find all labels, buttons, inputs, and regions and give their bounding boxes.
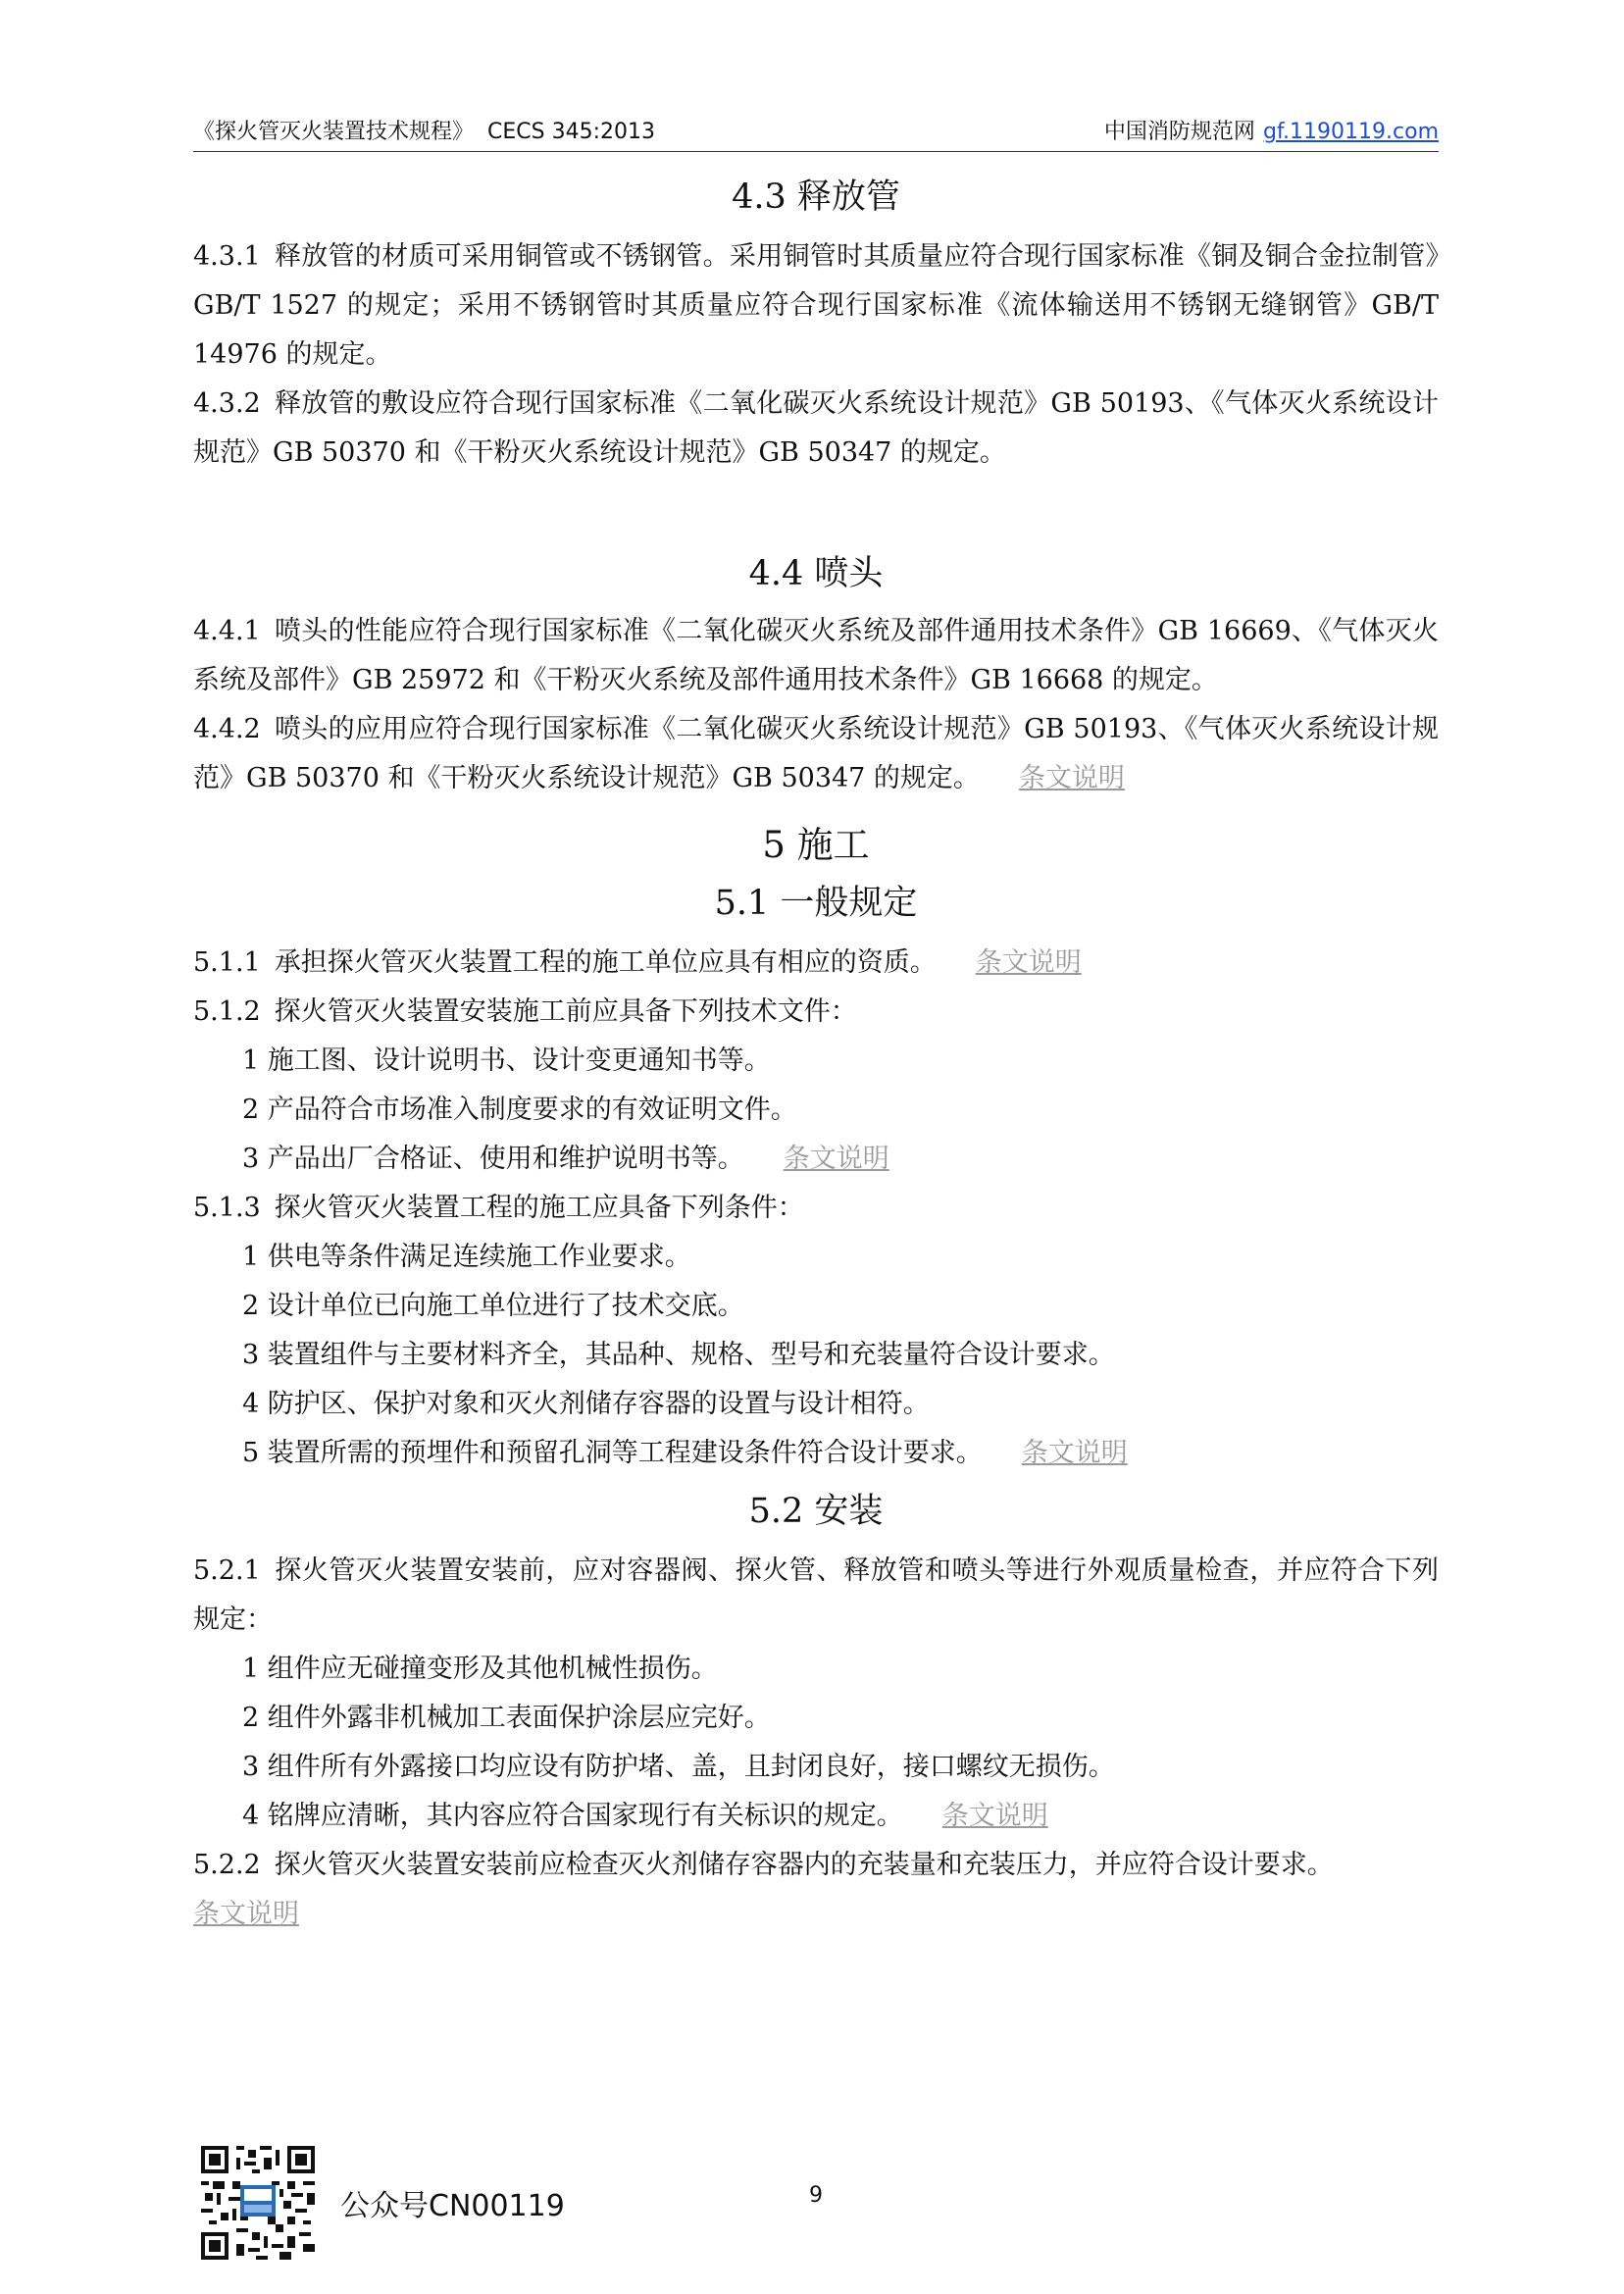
explanation-link[interactable]: 条文说明 — [975, 947, 1082, 978]
header-site-link[interactable]: gf.1190119.com — [1262, 120, 1439, 144]
list-item: 3 组件所有外露接口均应设有防护堵、盖，且封闭良好，接口螺纹无损伤。 — [242, 1752, 1115, 1782]
clause-number: 5.2.2 — [193, 1850, 261, 1880]
list-item — [193, 1792, 1439, 1841]
list-item: 1 施工图、设计说明书、设计变更通知书等。 — [242, 1045, 771, 1076]
header-site-name: 中国消防规范网 — [1103, 120, 1255, 144]
header-site-info — [1104, 115, 1439, 145]
list-item-text: 3 产品出厂合格证、使用和维护说明书等。 — [242, 1144, 744, 1174]
clause-5-2-1 — [193, 1547, 1439, 1645]
chapter-5-title: 5 施工 — [762, 824, 870, 866]
clause-number: 4.4.1 — [193, 616, 261, 646]
clause-text: 探火管灭火装置安装前应检查灭火剂储存容器内的充装量和充装压力，并应符合设计要求。 — [274, 1850, 1334, 1880]
page-number: 9 — [809, 2183, 823, 2208]
clause-text: 喷头的性能应符合现行国家标准《二氧化碳灭火系统及部件通用技术条件》GB 16669、《气体灭火系统及部件》GB 25972 和《干粉灭火系统及部件通用技术条件》GB 16668 的规定。 — [193, 616, 1439, 695]
clause-number: 4.4.2 — [193, 714, 261, 744]
page-footer — [193, 2144, 1439, 2262]
section-5-1-title: 5.1 一般规定 — [714, 884, 918, 923]
clause-number: 4.3.2 — [193, 388, 261, 419]
clause-text: 喷头的应用应符合现行国家标准《二氧化碳灭火系统设计规范》GB 50193、《气体灭火系统设计规范》GB 50370 和《干粉灭火系统设计规范》GB 50347 的规定。 — [193, 714, 1439, 793]
explanation-link[interactable]: 条文说明 — [783, 1144, 889, 1174]
clause-number: 5.2.1 — [193, 1555, 261, 1586]
explanation-link[interactable]: 条文说明 — [941, 1801, 1048, 1831]
list-item — [193, 1429, 1439, 1478]
section-4-4-title: 4.4 喷头 — [748, 554, 884, 593]
list-item: 1 组件应无碰撞变形及其他机械性损伤。 — [242, 1654, 718, 1684]
list-item: 3 装置组件与主要材料齐全，其品种、规格、型号和充装量符合设计要求。 — [242, 1340, 1115, 1370]
clause-text: 承担探火管灭火装置工程的施工单位应具有相应的资质。 — [274, 947, 937, 978]
clause-text: 释放管的材质可采用铜管或不锈钢管。采用铜管时其质量应符合现行国家标准《铜及铜合金拉制管》GB/T 1527 的规定；采用不锈钢管时其质量应符合现行国家标准《流体输送用不锈钢无缝钢管》GB/T 14976 的规定。 — [193, 241, 1439, 370]
list-item-text: 4 铭牌应清晰，其内容应符合国家现行有关标识的规定。 — [242, 1801, 903, 1831]
list-item-text: 5 装置所需的预埋件和预留孔洞等工程建设条件符合设计要求。 — [242, 1438, 983, 1468]
clause-number: 4.3.1 — [193, 241, 261, 272]
clause-5-1-3 — [193, 1184, 1439, 1233]
header-doc-code: CECS 345:2013 — [487, 120, 655, 144]
explanation-link[interactable]: 条文说明 — [1018, 763, 1125, 793]
clause-text: 探火管灭火装置安装前，应对容器阀、探火管、释放管和喷头等进行外观质量检查，并应符合下列规定： — [193, 1555, 1439, 1635]
clause-5-2-2-explanation — [193, 1890, 1439, 1939]
clause-5-2-2 — [193, 1841, 1439, 1890]
clause-4-3-1 — [193, 232, 1439, 380]
wechat-account: 公众号CN00119 — [340, 2189, 565, 2223]
header-doc-title: 《探火管灭火装置技术规程》 — [193, 120, 475, 144]
clause-5-1-1 — [193, 939, 1439, 988]
page-header — [193, 116, 1439, 152]
list-item: 2 组件外露非机械加工表面保护涂层应完好。 — [242, 1703, 771, 1733]
list-item — [193, 1135, 1439, 1184]
list-item: 2 设计单位已向施工单位进行了技术交底。 — [242, 1291, 744, 1321]
list-item: 4 防护区、保护对象和灭火剂储存容器的设置与设计相符。 — [242, 1389, 930, 1419]
clause-text: 探火管灭火装置安装施工前应具备下列技术文件： — [274, 996, 857, 1027]
section-5-2-title: 5.2 安装 — [748, 1492, 884, 1531]
qr-code-icon — [201, 2146, 315, 2260]
clause-text: 探火管灭火装置工程的施工应具备下列条件： — [274, 1193, 804, 1223]
clause-5-1-2 — [193, 988, 1439, 1037]
clause-4-4-2 — [193, 705, 1439, 803]
clause-text: 释放管的敷设应符合现行国家标准《二氧化碳灭火系统设计规范》GB 50193、《气体灭火系统设计规范》GB 50370 和《干粉灭火系统设计规范》GB 50347 的规定。 — [193, 388, 1439, 468]
explanation-link[interactable]: 条文说明 — [1021, 1438, 1128, 1468]
clause-number: 5.1.2 — [193, 996, 261, 1027]
page-content — [193, 162, 1439, 1939]
header-doc-info — [193, 115, 655, 145]
section-4-3-title: 4.3 释放管 — [732, 178, 900, 217]
explanation-link[interactable]: 条文说明 — [193, 1899, 299, 1929]
clause-4-3-2 — [193, 380, 1439, 478]
list-item: 2 产品符合市场准入制度要求的有效证明文件。 — [242, 1095, 797, 1125]
clause-4-4-1 — [193, 607, 1439, 705]
clause-number: 5.1.3 — [193, 1193, 261, 1223]
clause-number: 5.1.1 — [193, 947, 261, 978]
list-item: 1 供电等条件满足连续施工作业要求。 — [242, 1242, 691, 1272]
